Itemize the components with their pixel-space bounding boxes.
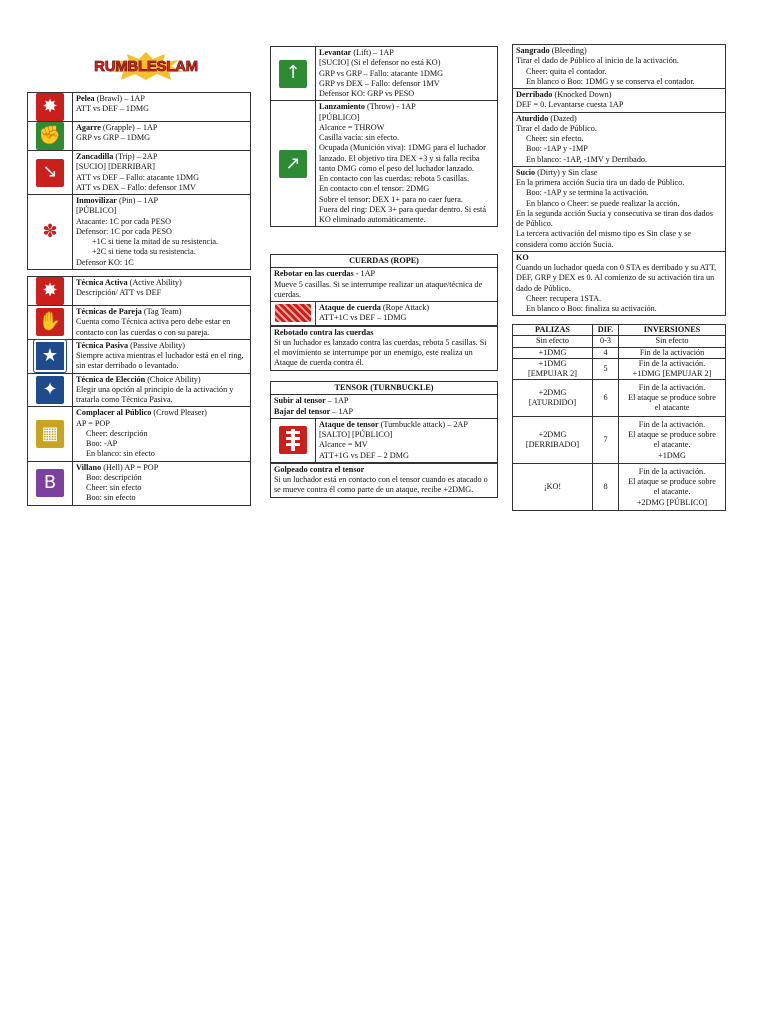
entry-row: ✊ Agarre (Grapple) – 1AP GRP vs GRP – 1DMG: [28, 122, 250, 151]
svg-text:RUMBLESLAM: RUMBLESLAM: [94, 58, 198, 75]
pin-icon: ✽: [36, 218, 64, 246]
turnbuckle-hit: Golpeado contra el tensor Si un luchador está en contacto con el tensor cuando es atacado o se mueve contra él como parte de un ataque, recibe +2DMG.: [271, 463, 497, 497]
rope-header: CUERDAS (ROPE): [271, 255, 497, 268]
tag-team-icon: ✋: [36, 308, 64, 336]
palizas-header-0: PALIZAS: [513, 325, 593, 336]
table-row: ¡KO! 8 Fin de la activación. El ataque se produce sobre el atacante. +2DMG [PÚBLICO]: [513, 464, 726, 511]
table-row: +2DMG [ATURDIDO] 6 Fin de la activación. El ataque se produce sobre el atacante: [513, 380, 726, 417]
turnbuckle-icon: [279, 426, 307, 454]
entry-row: ↗ Lanzamiento (Throw) - 1AP [PÚBLICO] Alcance = THROW Casilla vacía: sin efecto. Ocupada (Munición viva): 1DMG para el luchador lanzado. El objetivo tira DEX +3 y si falla reciba tanto DMG como el peso del luchador lanzado. En contacto con las cuerdas: rebota 5 casillas. En contacto con el tensor: 2DMG Sobre el tensor: DEX 1+ para no caer fuera. Fuera del ring: DEX 3+ para quedar dentro. Si está KO eliminado automáticamente.: [271, 101, 497, 226]
turnbuckle-table: [270, 381, 498, 498]
abilities-table: [27, 276, 251, 506]
actions-table: [27, 92, 251, 270]
brawl-icon: ✸: [36, 93, 64, 121]
grapple-icon: ✊: [36, 122, 64, 150]
rope-rebounded: Rebotado contra las cuerdas Si un luchador es lanzado contra las cuerdas, rebota 5 casillas. Si el movimiento se interrumpe por un enemigo, este realiza un Ataque de cuerda contra él.: [271, 326, 497, 370]
choice-ability-icon: ✦: [36, 376, 64, 404]
active-ability-icon: ✸: [36, 277, 64, 305]
turnbuckle-attack-row: Ataque de tensor (Turnbuckle attack) – 2AP [SALTO] [PÚBLICO] Alcance = MV ATT+1G vs DEF – 2 DMG: [271, 419, 497, 463]
lift-icon: ↑: [279, 60, 307, 88]
entry-row: ↑ Levantar (Lift) – 1AP [SUCIO] (Si el defensor no está KO) GRP vs GRP – Fallo: atacante 1DMG GRP vs DEX – Fallo: defensor 1MV Defensor KO: GRP vs PESO: [271, 47, 497, 101]
rumbleslam-logo: [83, 52, 209, 80]
entry-row: ✽ Inmovilizar (Pin) – 1AP [PÚBLICO] Atacante: 1C por cada PESO Defensor: 1C por cada PESO +1C si tiene la mitad de su resistencia. +2C si tiene toda su resistencia. Defensor KO: 1C: [28, 195, 250, 269]
entry-row: ✦ Técnica de Elección (Choice Ability) Elegir una opción al principio de la activación y tratarla como Técnica Pasiva.: [28, 374, 250, 408]
entry-row: B Villano (Hell) AP = POP Boo: descripción Cheer: sin efecto Boo: sin efecto: [28, 462, 250, 505]
crowd-pleaser-icon: ▦: [36, 420, 64, 448]
entry-row: ▦ Complacer al Público (Crowd Pleaser) AP = POP Cheer: descripción Boo: -AP En blanco: sin efecto: [28, 407, 250, 461]
rope-attack-icon: [275, 304, 311, 322]
table-row: +1DMG 4 Fin de la activación: [513, 347, 726, 358]
hell-icon: B: [36, 469, 64, 497]
table-row: +1DMG [EMPUJAR 2] 5 Fin de la activación. +1DMG [EMPUJAR 2]: [513, 358, 726, 380]
table-row: +2DMG [DERRIBADO] 7 Fin de la activación. El ataque se produce sobre el atacante. +1DMG: [513, 417, 726, 464]
lift-throw-table: [270, 46, 498, 227]
entry-row: Derribado (Knocked Down) DEF = 0. Levantarse cuesta 1AP: [513, 89, 725, 113]
turnbuckle-header: TENSOR (TURNBUCKLE): [271, 382, 497, 395]
entry-row: Sucio (Dirty) y Sin clase En la primera acción Sucia tira un dado de Público. Boo: -1AP y se termina la activación. En blanco o Cheer: se puede realizar la acción. En la segunda acción Sucia y consecutiva se tiran dos dados de Público. La tercera activación del mismo tipo es Sin clase y se considera como acción Sucia.: [513, 167, 725, 252]
passive-ability-icon: ★: [34, 340, 66, 372]
entry-row: ✋ Técnicas de Pareja (Tag Team) Cuenta como Técnica activa pero debe estar en contacto con las cuerdas o con su pareja.: [28, 306, 250, 340]
entry-row: ✸ Pelea (Brawl) – 1AP ATT vs DEF – 1DMG: [28, 93, 250, 122]
rope-table: [270, 254, 498, 371]
entry-row: ↘ Zancadilla (Trip) – 2AP [SUCIO] [DERRIBAR] ATT vs DEF – Fallo: atacante 1DMG ATT vs DEX – Fallo: defensor 1MV: [28, 151, 250, 195]
entry-row: ★ Técnica Pasiva (Passive Ability) Siempre activa mientras el luchador está en el ring, sin estar derribado o levantado.: [28, 340, 250, 374]
entry-row: Aturdido (Dazed) Tirar el dado de Público. Cheer: sin efecto. Boo: -1AP y -1MP En blanco: -1AP, -1MV y Derribado.: [513, 113, 725, 167]
turnbuckle-climb: Subir al tensor – 1AP Bajar del tensor – 1AP: [271, 395, 497, 419]
palizas-header-2: INVERSIONES: [619, 325, 726, 336]
throw-icon: ↗: [279, 150, 307, 178]
table-row: Sin efecto 0-3 Sin efecto: [513, 336, 726, 347]
trip-icon: ↘: [36, 159, 64, 187]
entry-row: KO Cuando un luchador queda con 0 STA es derribado y su ATT, DEF, GRP y DEX es 0. Al comienzo de su activación tira un dado de Público. Cheer: recupera 1STA. En blanco o Boo: finaliza su activación.: [516, 252, 717, 313]
rope-bounce: Rebotar en las cuerdas - 1AP Mueve 5 casillas. Si se interrumpe realizar un ataque/técnica de cuerdas.: [271, 268, 497, 302]
palizas-table: [512, 324, 726, 511]
entry-row: ✸ Técnica Activa (Active Ability) Descripción/ ATT vs DEF: [28, 277, 250, 306]
rope-attack-row: Ataque de cuerda (Rope Attack) ATT+1C vs DEF – 1DMG: [271, 302, 497, 326]
conditions-table: [512, 44, 726, 316]
palizas-header-1: DIF.: [593, 325, 619, 336]
entry-row: Sangrado (Bleeding) Tirar el dado de Público al inicio de la activación. Cheer: quita el contador. En blanco o Boo: 1DMG y se conserva el contador.: [513, 45, 725, 89]
